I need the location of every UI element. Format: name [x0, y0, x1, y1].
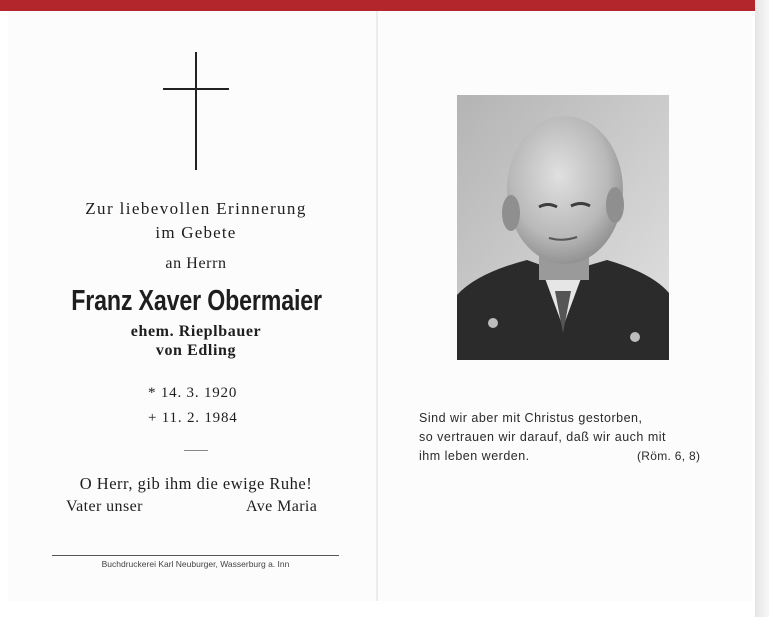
portrait-photo [457, 95, 669, 360]
bible-verse-line1: Sind wir aber mit Christus gestorben, [419, 411, 643, 425]
prayer-ave-maria: Ave Maria [246, 498, 318, 515]
scan-edge [755, 0, 769, 617]
deceased-origin: von Edling [155, 342, 237, 359]
cross-horizontal-bar [163, 88, 229, 90]
cross-vertical-bar [195, 52, 197, 170]
divider [184, 450, 208, 451]
bible-verse-reference: (Röm. 6, 8) [637, 449, 701, 463]
prayer-text: O Herr, gib ihm die ewige Ruhe! [79, 474, 313, 493]
top-border [0, 0, 755, 11]
birth-date: * 14. 3. 1920 [148, 385, 238, 401]
deceased-name: Franz Xaver Obermaier [71, 285, 322, 317]
bible-verse-line3: ihm leben werden. [419, 449, 530, 463]
printer-imprint: Buchdruckerei Karl Neuburger, Wasserburg a. Inn [101, 559, 290, 569]
memorial-heading: Zur liebevollen Erinnerung [85, 199, 307, 218]
death-date: + 11. 2. 1984 [148, 410, 238, 426]
bible-verse-line2: so vertrauen wir darauf, daß wir auch mit [419, 430, 666, 444]
memorial-heading-line2: im Gebete [155, 223, 237, 242]
imprint-divider [52, 555, 339, 556]
deceased-title: ehem. Rieplbauer [130, 323, 262, 340]
prayer-vater-unser: Vater unser [66, 498, 143, 515]
portrait-image [457, 95, 669, 360]
memorial-heading-line3: an Herrn [165, 255, 227, 272]
